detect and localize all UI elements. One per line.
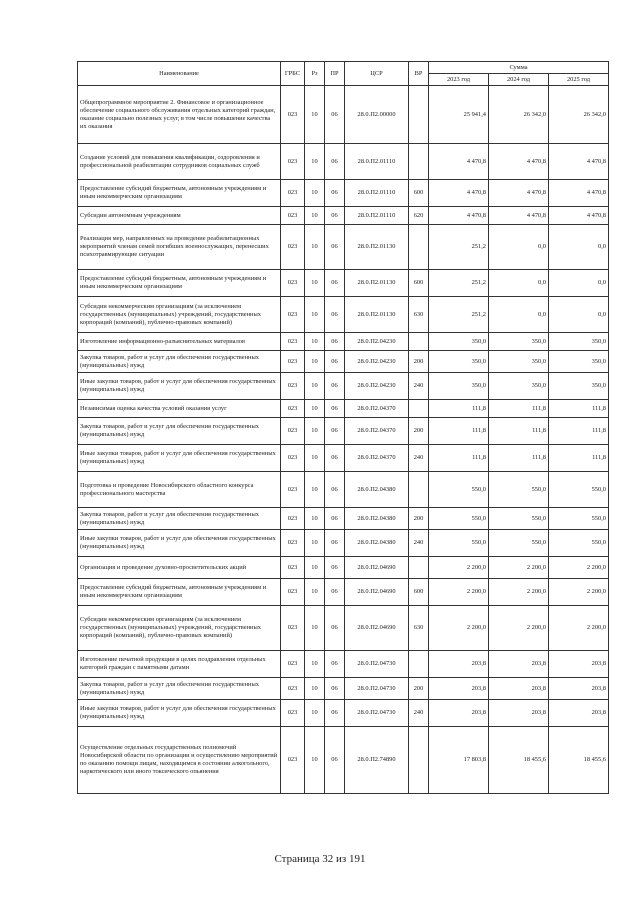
cell-vr [409,144,429,180]
cell-name: Иные закупки товаров, работ и услуг для обеспечения государственных (муниципальных) нужд [78,530,281,557]
cell-name: Закупка товаров, работ и услуг для обеспечения государственных (муниципальных) нужд [78,508,281,530]
cell-y2023: 203,8 [429,678,489,700]
cell-y2024: 350,0 [489,333,549,351]
page-number: Страница 32 из 191 [274,853,366,865]
cell-name: Общепрограммное мероприятие 2. Финансовое и организационное обеспечение социального обслуживания отдельных категорий граждан, оказание социально полезных услуг, в том числе повышение качества их оказания [78,86,281,144]
cell-rz: 10 [305,86,325,144]
cell-vr: 620 [409,207,429,225]
cell-csr: 28.0.П2.04380 [345,530,409,557]
cell-csr: 28.0.П2.04730 [345,651,409,678]
cell-y2023: 203,8 [429,651,489,678]
cell-csr: 28.0.П2.04690 [345,557,409,579]
cell-y2024: 111,8 [489,400,549,418]
cell-name: Иные закупки товаров, работ и услуг для обеспечения государственных (муниципальных) нужд [78,373,281,400]
cell-vr: 200 [409,678,429,700]
header-year-2023: 2023 год [429,74,489,86]
cell-vr: 240 [409,700,429,727]
cell-vr [409,651,429,678]
cell-name: Организация и проведение духовно-просветительских акций [78,557,281,579]
table-body [78,86,609,794]
cell-vr [409,727,429,794]
cell-y2025: 203,8 [549,700,609,727]
cell-y2024: 0,0 [489,297,549,333]
cell-y2025: 0,0 [549,270,609,297]
cell-grbs: 023 [281,557,305,579]
cell-y2024: 350,0 [489,351,549,373]
cell-name: Закупка товаров, работ и услуг для обеспечения государственных (муниципальных) нужд [78,418,281,445]
cell-pr: 06 [325,700,345,727]
cell-pr: 06 [325,727,345,794]
cell-y2024: 0,0 [489,270,549,297]
cell-grbs: 023 [281,225,305,270]
table-row [78,86,609,144]
cell-y2023: 350,0 [429,373,489,400]
cell-grbs: 023 [281,86,305,144]
cell-pr: 06 [325,225,345,270]
cell-y2025: 111,8 [549,445,609,472]
cell-y2025: 26 342,0 [549,86,609,144]
cell-vr: 630 [409,606,429,651]
cell-rz: 10 [305,144,325,180]
cell-y2025: 18 455,6 [549,727,609,794]
cell-y2025: 350,0 [549,333,609,351]
cell-y2024: 4 470,8 [489,180,549,207]
cell-name: Реализация мер, направленных на проведение реабилитационных мероприятий членам семей погибших военнослужащих, перенесших психотравмирующие ситуации [78,225,281,270]
cell-pr: 06 [325,297,345,333]
cell-y2025: 4 470,8 [549,144,609,180]
cell-pr: 06 [325,351,345,373]
cell-csr: 28.0.П2.04690 [345,579,409,606]
header-name: Наименование [78,62,281,86]
cell-csr: 28.0.П2.01110 [345,144,409,180]
cell-rz: 10 [305,445,325,472]
cell-pr: 06 [325,530,345,557]
cell-rz: 10 [305,700,325,727]
cell-y2023: 111,8 [429,418,489,445]
table-row [78,180,609,207]
cell-rz: 10 [305,557,325,579]
cell-y2024: 4 470,8 [489,144,549,180]
cell-vr: 240 [409,530,429,557]
cell-vr: 200 [409,418,429,445]
table-row [78,297,609,333]
header-sum: Сумма [429,62,609,74]
cell-name: Субсидии некоммерческим организациям (за исключением государственных (муниципальных) учреждений, государственных корпораций (компаний), публично-правовых компаний) [78,297,281,333]
cell-y2023: 4 470,8 [429,180,489,207]
cell-name: Осуществление отдельных государственных полномочий Новосибирской области по организации и осуществлению мероприятий по оказанию помощи лицам, находящимся в состоянии алкогольного, наркотического или иного токсического опьянения [78,727,281,794]
table-row [78,333,609,351]
table-row [78,445,609,472]
cell-pr: 06 [325,180,345,207]
cell-y2023: 2 200,0 [429,606,489,651]
cell-y2024: 111,8 [489,445,549,472]
cell-y2025: 111,8 [549,400,609,418]
cell-rz: 10 [305,270,325,297]
cell-pr: 06 [325,557,345,579]
cell-rz: 10 [305,225,325,270]
cell-grbs: 023 [281,727,305,794]
cell-vr: 600 [409,270,429,297]
cell-rz: 10 [305,333,325,351]
cell-y2023: 25 941,4 [429,86,489,144]
cell-y2023: 550,0 [429,508,489,530]
cell-rz: 10 [305,508,325,530]
cell-grbs: 023 [281,418,305,445]
cell-csr: 28.0.П2.01130 [345,225,409,270]
table-row [78,373,609,400]
cell-grbs: 023 [281,651,305,678]
cell-y2024: 550,0 [489,508,549,530]
header-year-2024: 2024 год [489,74,549,86]
cell-pr: 06 [325,579,345,606]
cell-rz: 10 [305,418,325,445]
cell-y2024: 550,0 [489,472,549,508]
cell-grbs: 023 [281,508,305,530]
cell-pr: 06 [325,207,345,225]
cell-grbs: 023 [281,700,305,727]
cell-name: Иные закупки товаров, работ и услуг для обеспечения государственных (муниципальных) нужд [78,700,281,727]
cell-y2024: 350,0 [489,373,549,400]
cell-csr: 28.0.П2.01110 [345,180,409,207]
cell-y2023: 350,0 [429,333,489,351]
cell-pr: 06 [325,445,345,472]
cell-csr: 28.0.П2.01110 [345,207,409,225]
cell-name: Закупка товаров, работ и услуг для обеспечения государственных (муниципальных) нужд [78,678,281,700]
cell-csr: 28.0.П2.04690 [345,606,409,651]
cell-y2023: 251,2 [429,225,489,270]
cell-grbs: 023 [281,400,305,418]
cell-name: Создание условий для повышения квалификации, оздоровления и профессиональной реабилитации сотрудников социальных служб [78,144,281,180]
cell-csr: 28.0.П2.04370 [345,418,409,445]
cell-grbs: 023 [281,579,305,606]
cell-vr [409,400,429,418]
cell-csr: 28.0.П2.01130 [345,270,409,297]
cell-y2025: 550,0 [549,530,609,557]
cell-grbs: 023 [281,373,305,400]
cell-y2025: 0,0 [549,297,609,333]
cell-y2024: 203,8 [489,678,549,700]
cell-y2023: 550,0 [429,530,489,557]
cell-y2024: 18 455,6 [489,727,549,794]
header-vr: ВР [409,62,429,86]
table-row [78,207,609,225]
cell-pr: 06 [325,651,345,678]
cell-pr: 06 [325,86,345,144]
cell-pr: 06 [325,472,345,508]
cell-y2023: 111,8 [429,400,489,418]
cell-y2025: 2 200,0 [549,606,609,651]
table-row [78,144,609,180]
cell-grbs: 023 [281,144,305,180]
cell-y2024: 203,8 [489,700,549,727]
cell-vr: 240 [409,445,429,472]
cell-name: Предоставление субсидий бюджетным, автономным учреждениям и иным некоммерческим организациям [78,180,281,207]
cell-csr: 28.0.П2.04380 [345,472,409,508]
cell-grbs: 023 [281,180,305,207]
cell-pr: 06 [325,606,345,651]
cell-csr: 28.0.П2.04380 [345,508,409,530]
cell-name: Субсидии некоммерческим организациям (за исключением государственных (муниципальных) учреждений, государственных корпораций (компаний), публично-правовых компаний) [78,606,281,651]
cell-y2024: 2 200,0 [489,579,549,606]
cell-y2024: 2 200,0 [489,557,549,579]
cell-pr: 06 [325,144,345,180]
cell-pr: 06 [325,400,345,418]
cell-grbs: 023 [281,270,305,297]
cell-y2023: 2 200,0 [429,579,489,606]
cell-y2023: 350,0 [429,351,489,373]
cell-y2025: 550,0 [549,508,609,530]
cell-y2025: 111,8 [549,418,609,445]
cell-y2025: 350,0 [549,373,609,400]
cell-csr: 28.0.П2.01130 [345,297,409,333]
cell-name: Предоставление субсидий бюджетным, автономным учреждениям и иным некоммерческим организациям [78,579,281,606]
cell-csr: 28.0.П2.04370 [345,445,409,472]
cell-name: Изготовление печатной продукции в целях поздравления отдельных категорий граждан с памятными датами [78,651,281,678]
cell-y2024: 2 200,0 [489,606,549,651]
cell-y2025: 2 200,0 [549,579,609,606]
cell-name: Субсидии автономным учреждениям [78,207,281,225]
cell-y2024: 26 342,0 [489,86,549,144]
cell-vr [409,225,429,270]
cell-name: Иные закупки товаров, работ и услуг для обеспечения государственных (муниципальных) нужд [78,445,281,472]
cell-rz: 10 [305,351,325,373]
cell-y2025: 2 200,0 [549,557,609,579]
cell-name: Предоставление субсидий бюджетным, автономным учреждениям и иным некоммерческим организациям [78,270,281,297]
cell-rz: 10 [305,606,325,651]
header-grbs: ГРБС [281,62,305,86]
cell-grbs: 023 [281,445,305,472]
cell-grbs: 023 [281,606,305,651]
cell-vr [409,557,429,579]
cell-y2023: 2 200,0 [429,557,489,579]
cell-grbs: 023 [281,472,305,508]
table-row [78,700,609,727]
table-row [78,472,609,508]
cell-pr: 06 [325,373,345,400]
cell-vr: 600 [409,180,429,207]
cell-rz: 10 [305,207,325,225]
cell-grbs: 023 [281,530,305,557]
cell-vr [409,86,429,144]
cell-rz: 10 [305,472,325,508]
cell-name: Независимая оценка качества условий оказания услуг [78,400,281,418]
cell-pr: 06 [325,508,345,530]
cell-pr: 06 [325,678,345,700]
table-row [78,557,609,579]
cell-y2025: 4 470,8 [549,207,609,225]
cell-rz: 10 [305,579,325,606]
table-row [78,727,609,794]
table-row [78,606,609,651]
cell-pr: 06 [325,418,345,445]
cell-rz: 10 [305,727,325,794]
header-csr: ЦСР [345,62,409,86]
header-pr: ПР [325,62,345,86]
cell-rz: 10 [305,678,325,700]
cell-rz: 10 [305,180,325,207]
table-row [78,400,609,418]
cell-y2023: 4 470,8 [429,207,489,225]
cell-csr: 28.0.П2.74890 [345,727,409,794]
cell-y2024: 550,0 [489,530,549,557]
table-row [78,418,609,445]
table-row [78,225,609,270]
header-year-2025: 2025 год [549,74,609,86]
cell-vr: 630 [409,297,429,333]
cell-y2024: 0,0 [489,225,549,270]
cell-y2023: 203,8 [429,700,489,727]
cell-grbs: 023 [281,351,305,373]
budget-table [77,61,609,794]
cell-y2024: 111,8 [489,418,549,445]
cell-y2024: 4 470,8 [489,207,549,225]
table-row [78,351,609,373]
cell-y2023: 111,8 [429,445,489,472]
cell-y2024: 203,8 [489,651,549,678]
cell-name: Подготовка и проведение Новосибирского областного конкурса профессионального мастерства [78,472,281,508]
cell-csr: 28.0.П2.04370 [345,400,409,418]
cell-y2025: 203,8 [549,651,609,678]
cell-y2025: 550,0 [549,472,609,508]
cell-csr: 28.0.П2.04230 [345,333,409,351]
table-row [78,508,609,530]
cell-y2025: 350,0 [549,351,609,373]
table-row [78,651,609,678]
cell-pr: 06 [325,333,345,351]
cell-vr: 200 [409,508,429,530]
table-row [78,530,609,557]
header-rz: Рз [305,62,325,86]
cell-grbs: 023 [281,333,305,351]
cell-grbs: 023 [281,207,305,225]
cell-name: Изготовление информационно-разъяснительных материалов [78,333,281,351]
cell-y2025: 203,8 [549,678,609,700]
cell-rz: 10 [305,651,325,678]
table-row [78,579,609,606]
cell-rz: 10 [305,530,325,557]
cell-y2023: 17 803,8 [429,727,489,794]
cell-csr: 28.0.П2.04230 [345,351,409,373]
cell-y2025: 4 470,8 [549,180,609,207]
cell-vr: 600 [409,579,429,606]
cell-vr [409,472,429,508]
cell-csr: 28.0.П2.00000 [345,86,409,144]
cell-csr: 28.0.П2.04730 [345,678,409,700]
cell-rz: 10 [305,297,325,333]
cell-vr: 240 [409,373,429,400]
cell-y2023: 550,0 [429,472,489,508]
cell-name: Закупка товаров, работ и услуг для обеспечения государственных (муниципальных) нужд [78,351,281,373]
cell-grbs: 023 [281,678,305,700]
cell-pr: 06 [325,270,345,297]
cell-rz: 10 [305,400,325,418]
cell-y2023: 251,2 [429,297,489,333]
cell-y2025: 0,0 [549,225,609,270]
cell-y2023: 251,2 [429,270,489,297]
table-row [78,270,609,297]
cell-csr: 28.0.П2.04730 [345,700,409,727]
cell-rz: 10 [305,373,325,400]
cell-vr: 200 [409,351,429,373]
cell-vr [409,333,429,351]
cell-grbs: 023 [281,297,305,333]
table-row [78,678,609,700]
cell-csr: 28.0.П2.04230 [345,373,409,400]
cell-y2023: 4 470,8 [429,144,489,180]
